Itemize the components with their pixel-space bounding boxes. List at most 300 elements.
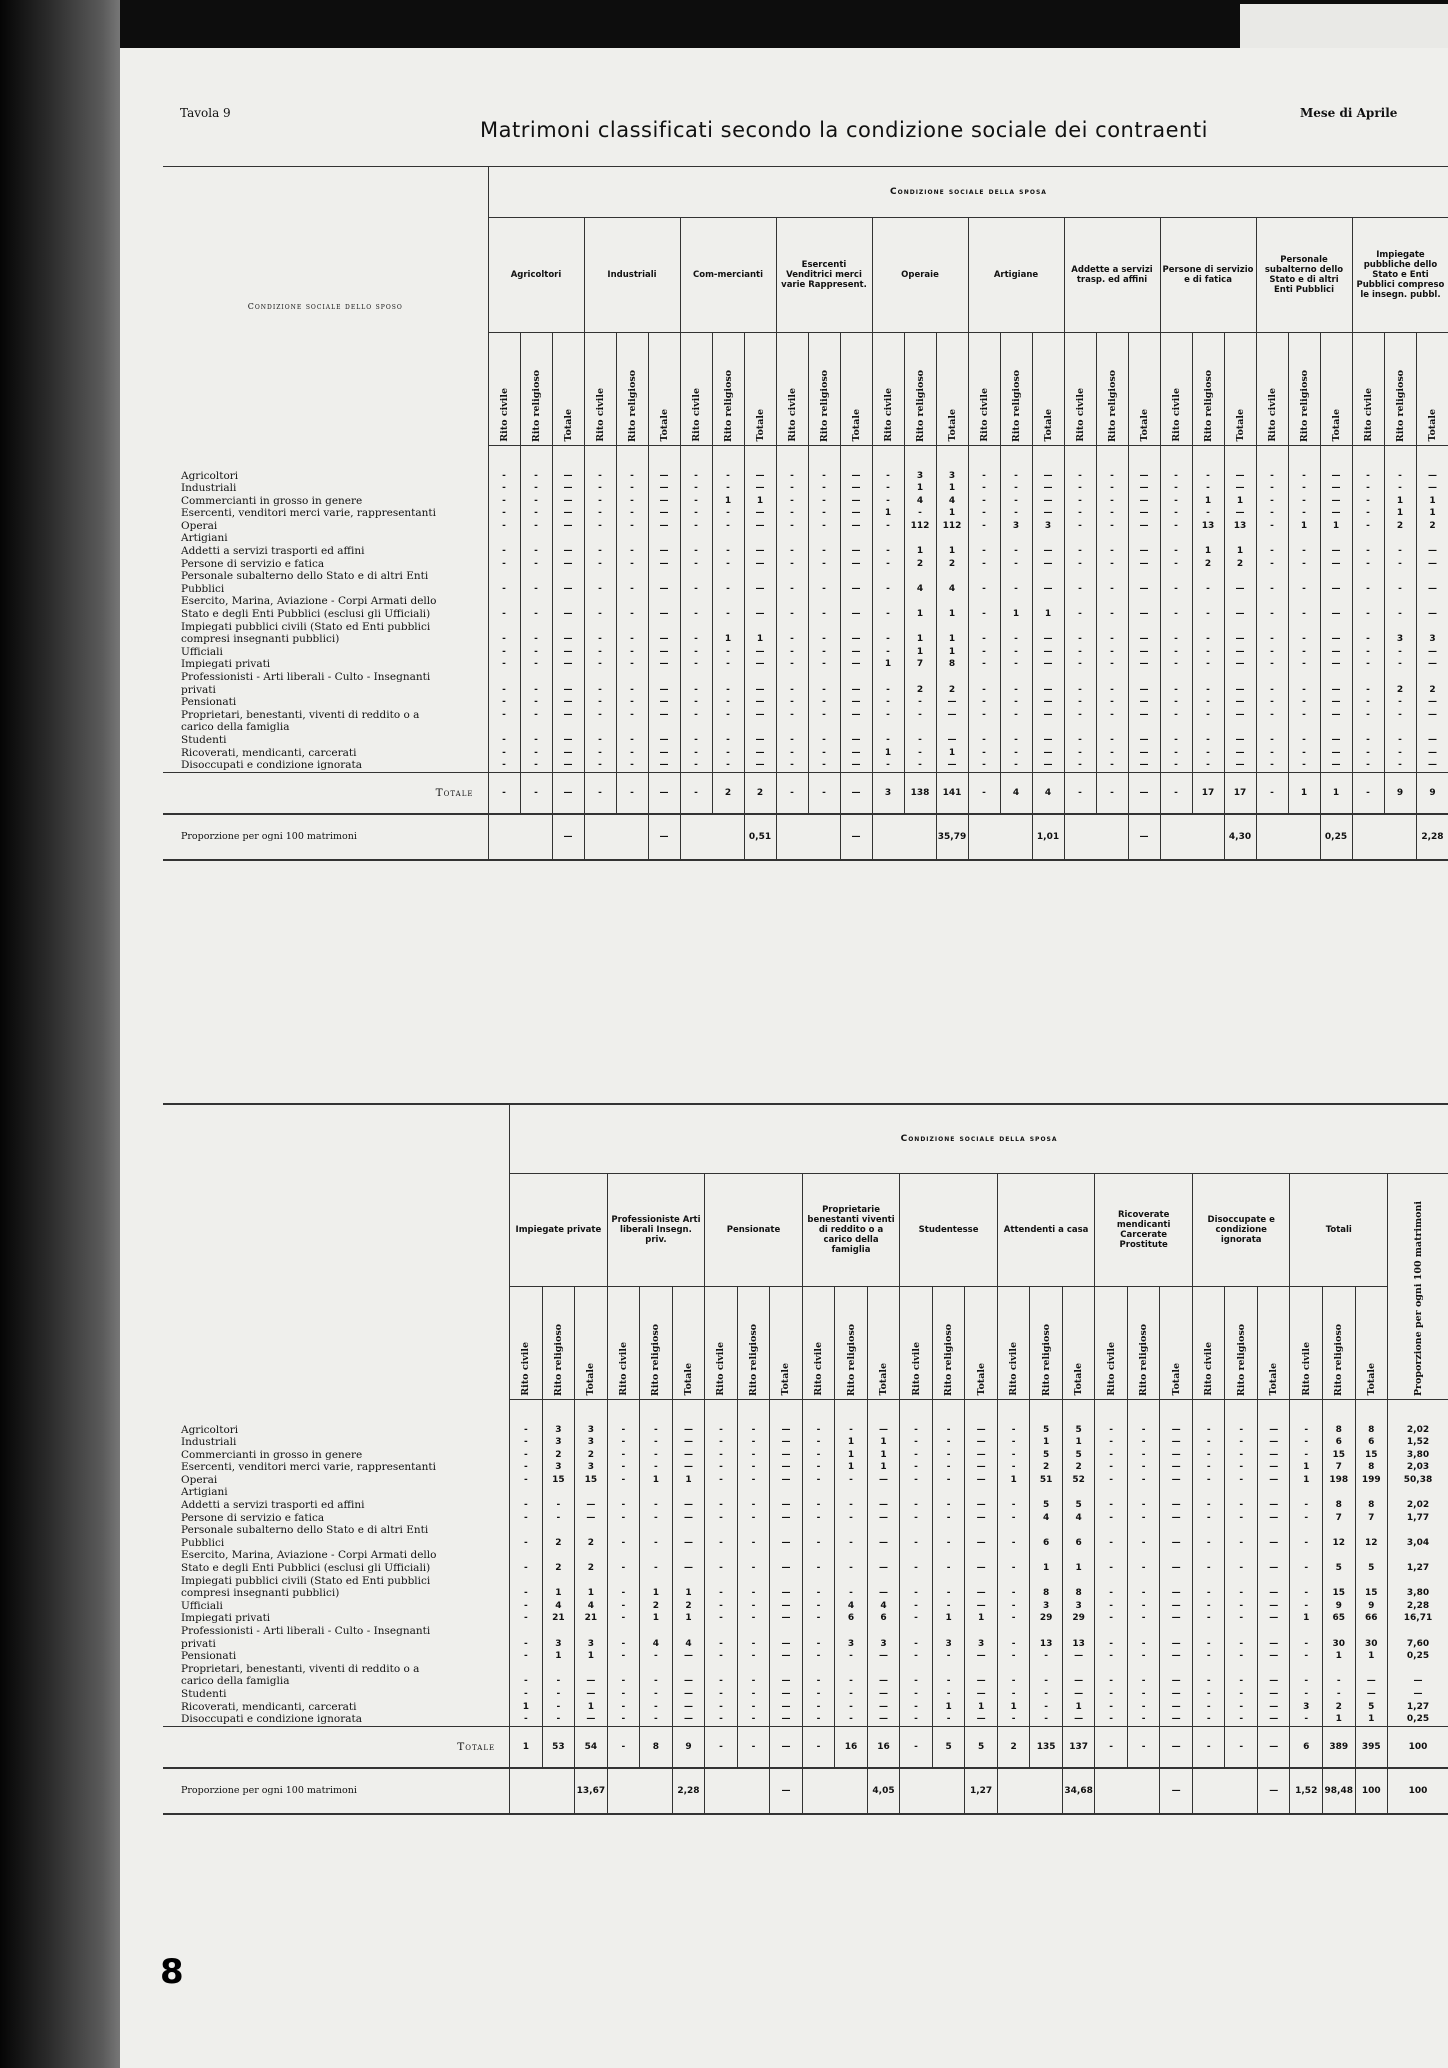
- cell: -: [1064, 658, 1096, 671]
- cell: -: [520, 658, 552, 671]
- cell: -: [520, 633, 552, 646]
- sub-column-label: Totale: [1138, 409, 1150, 442]
- cell: [1388, 1625, 1448, 1638]
- cell: -: [616, 709, 648, 722]
- cell: -: [616, 520, 648, 533]
- cell: -: [1225, 1424, 1258, 1437]
- cell: -: [616, 482, 648, 495]
- cell: [808, 621, 840, 634]
- cell: -: [616, 759, 648, 772]
- sub-column-label: Totale: [1073, 1363, 1085, 1396]
- cell: -: [616, 470, 648, 483]
- total-cell: -: [1064, 772, 1096, 814]
- cell: [607, 1575, 640, 1588]
- cell: -: [802, 1713, 835, 1726]
- cell: -: [1290, 1650, 1323, 1663]
- cell: 4: [640, 1638, 673, 1651]
- sub-column-header: [616, 333, 648, 446]
- cell: -: [705, 1562, 738, 1575]
- sub-column-label: Rito religioso: [1040, 1323, 1052, 1396]
- sub-column-label: Rito religioso: [818, 369, 830, 442]
- cell: 1: [867, 1449, 900, 1462]
- cell: [672, 1524, 705, 1537]
- proportion-cell: —: [840, 814, 872, 860]
- cell: —: [770, 1600, 803, 1613]
- sub-column-header: [1257, 1287, 1290, 1400]
- cell: [640, 1663, 673, 1676]
- cell: [520, 721, 552, 734]
- cell: -: [584, 558, 616, 571]
- cell: [1320, 621, 1352, 634]
- cell: 29: [1030, 1612, 1063, 1625]
- cell: -: [1290, 1638, 1323, 1651]
- cell: -: [872, 696, 904, 709]
- cell: [744, 595, 776, 608]
- sub-column-label: Rito civile: [1008, 1342, 1020, 1396]
- cell: [640, 1486, 673, 1499]
- row-label: Personale subalterno dello Stato e di altri Enti: [181, 570, 429, 583]
- row-label: Industriali: [181, 482, 237, 495]
- cell: -: [1160, 696, 1192, 709]
- cell: -: [1352, 633, 1384, 646]
- cell: -: [1127, 1701, 1160, 1714]
- cell: [616, 671, 648, 684]
- cell: [616, 570, 648, 583]
- cell: [616, 532, 648, 545]
- cell: -: [542, 1713, 575, 1726]
- cell: [744, 621, 776, 634]
- cell: —: [840, 734, 872, 747]
- cell: —: [1257, 1688, 1290, 1701]
- row-label: carico della famiglia: [181, 721, 290, 734]
- cell: —: [840, 558, 872, 571]
- table-row: [163, 583, 1448, 596]
- cell: -: [520, 520, 552, 533]
- cell: -: [705, 1600, 738, 1613]
- total-cell: 4: [1000, 772, 1032, 814]
- cell: 1: [936, 507, 968, 520]
- cell: -: [510, 1650, 543, 1663]
- cell: [648, 621, 680, 634]
- cell: —: [1160, 1688, 1193, 1701]
- cell: -: [737, 1449, 770, 1462]
- table-number: Tavola 9: [180, 106, 231, 120]
- cell: —: [1257, 1424, 1290, 1437]
- cell: -: [1030, 1701, 1063, 1714]
- cell: [488, 595, 520, 608]
- cell: —: [1032, 658, 1064, 671]
- cell: -: [1256, 520, 1288, 533]
- cell: 3: [575, 1436, 608, 1449]
- cell: -: [680, 520, 712, 533]
- table-row: [163, 1486, 1448, 1499]
- cell: [1384, 595, 1416, 608]
- cell: -: [1095, 1600, 1128, 1613]
- total-cell: 2: [744, 772, 776, 814]
- cell: —: [1128, 583, 1160, 596]
- total-cell: 9: [1384, 772, 1416, 814]
- cell: [1290, 1549, 1323, 1562]
- cell: [1384, 671, 1416, 684]
- cell: -: [1192, 1688, 1225, 1701]
- cell: [872, 621, 904, 634]
- cell: —: [1128, 507, 1160, 520]
- cell: -: [607, 1612, 640, 1625]
- cell: [616, 721, 648, 734]
- sub-column-header: [867, 1287, 900, 1400]
- cell: -: [1290, 1600, 1323, 1613]
- cell: [1352, 595, 1384, 608]
- cell: 3,80: [1388, 1587, 1448, 1600]
- row-label: Impiegati pubblici civili (Stato ed Enti pubblici: [181, 620, 431, 633]
- cell: 1: [904, 482, 936, 495]
- cell: -: [1288, 495, 1320, 508]
- total-cell: -: [1127, 1726, 1160, 1768]
- cell: [965, 1625, 998, 1638]
- cell: —: [552, 520, 584, 533]
- cell: 15: [1323, 1449, 1356, 1462]
- cell: -: [1095, 1650, 1128, 1663]
- cell: [607, 1663, 640, 1676]
- cell: -: [1384, 583, 1416, 596]
- cell: [616, 621, 648, 634]
- cell: [1352, 621, 1384, 634]
- cell: -: [808, 507, 840, 520]
- sub-column-header: [712, 333, 744, 446]
- cell: -: [1225, 1638, 1258, 1651]
- cell: -: [510, 1474, 543, 1487]
- cell: [488, 621, 520, 634]
- cell: -: [932, 1537, 965, 1550]
- cell: —: [770, 1436, 803, 1449]
- cell: —: [1224, 734, 1256, 747]
- cell: -: [968, 608, 1000, 621]
- cell: —: [1388, 1688, 1448, 1701]
- cell: -: [1288, 558, 1320, 571]
- cell: [770, 1549, 803, 1562]
- cell: —: [1224, 658, 1256, 671]
- cell: -: [1160, 470, 1192, 483]
- cell: -: [835, 1675, 868, 1688]
- cell: [1416, 532, 1448, 545]
- proportion-cell: 1,27: [965, 1768, 998, 1814]
- cell: —: [936, 734, 968, 747]
- cell: -: [872, 583, 904, 596]
- cell: -: [607, 1424, 640, 1437]
- cell: -: [808, 470, 840, 483]
- cell: -: [802, 1688, 835, 1701]
- total-cell: -: [1256, 772, 1288, 814]
- cell: —: [1128, 545, 1160, 558]
- cell: —: [1224, 608, 1256, 621]
- sub-column-label: Rito civile: [690, 388, 702, 442]
- cell: -: [776, 470, 808, 483]
- cell: -: [904, 759, 936, 772]
- cell: -: [997, 1612, 1030, 1625]
- cell: 2: [1416, 684, 1448, 697]
- cell: [1320, 671, 1352, 684]
- cell: [932, 1575, 965, 1588]
- cell: [1192, 1524, 1225, 1537]
- table-row: [163, 1612, 1448, 1625]
- cell: —: [1416, 696, 1448, 709]
- cell: 5: [1062, 1449, 1095, 1462]
- total-row: [163, 1726, 1448, 1768]
- column-group-2: Industriali: [584, 218, 680, 333]
- cell: -: [1384, 734, 1416, 747]
- cell: —: [1160, 1713, 1193, 1726]
- cell: -: [1352, 583, 1384, 596]
- cell: [1288, 621, 1320, 634]
- cell: [1225, 1625, 1258, 1638]
- cell: 2: [575, 1537, 608, 1550]
- cell: -: [510, 1512, 543, 1525]
- cell: —: [672, 1688, 705, 1701]
- cell: -: [640, 1713, 673, 1726]
- cell: 15: [575, 1474, 608, 1487]
- cell: [1192, 595, 1224, 608]
- cell: -: [520, 545, 552, 558]
- cell: 8: [1062, 1587, 1095, 1600]
- cell: [1160, 1575, 1193, 1588]
- cell: —: [1032, 545, 1064, 558]
- cell: -: [616, 747, 648, 760]
- cell: -: [1384, 747, 1416, 760]
- cell: [1257, 1524, 1290, 1537]
- cell: -: [808, 696, 840, 709]
- cell: -: [1256, 696, 1288, 709]
- sub-column-label: Rito civile: [617, 1342, 629, 1396]
- cell: -: [997, 1562, 1030, 1575]
- cell: -: [808, 633, 840, 646]
- cell: —: [867, 1499, 900, 1512]
- cell: -: [616, 658, 648, 671]
- cell: -: [1256, 646, 1288, 659]
- cell: 8: [936, 658, 968, 671]
- cell: 1: [1290, 1474, 1323, 1487]
- page-number: 8: [160, 1952, 184, 1992]
- cell: 3: [1290, 1701, 1323, 1714]
- cell: [640, 1575, 673, 1588]
- total-cell: -: [1160, 772, 1192, 814]
- cell: —: [1416, 658, 1448, 671]
- cell: -: [607, 1600, 640, 1613]
- total-cell: -: [607, 1726, 640, 1768]
- cell: [575, 1663, 608, 1676]
- cell: [1096, 595, 1128, 608]
- cell: 2: [904, 558, 936, 571]
- cell: -: [737, 1587, 770, 1600]
- cell: -: [1064, 646, 1096, 659]
- cell: -: [808, 684, 840, 697]
- cell: [1000, 671, 1032, 684]
- sub-column-label: Rito civile: [1203, 1342, 1215, 1396]
- cell: -: [1127, 1612, 1160, 1625]
- cell: -: [680, 709, 712, 722]
- cell: -: [712, 482, 744, 495]
- cell: -: [542, 1701, 575, 1714]
- total-cell: -: [1095, 1726, 1128, 1768]
- cell: -: [968, 633, 1000, 646]
- cell: -: [1192, 482, 1224, 495]
- sub-column-header: [936, 333, 968, 446]
- cell: -: [808, 734, 840, 747]
- cell: [1192, 570, 1224, 583]
- cell: [1062, 1625, 1095, 1638]
- cell: 6: [835, 1612, 868, 1625]
- cell: -: [640, 1461, 673, 1474]
- cell: -: [1096, 482, 1128, 495]
- cell: -: [607, 1701, 640, 1714]
- total-cell: -: [900, 1726, 933, 1768]
- cell: —: [1416, 608, 1448, 621]
- cell: 1: [672, 1587, 705, 1600]
- cell: -: [584, 495, 616, 508]
- sub-column-label: Rito civile: [910, 1342, 922, 1396]
- cell: [1256, 621, 1288, 634]
- cell: 1: [936, 747, 968, 760]
- cell: —: [1032, 759, 1064, 772]
- cell: 1: [1355, 1650, 1388, 1663]
- cell: —: [840, 747, 872, 760]
- cell: -: [808, 759, 840, 772]
- row-label: privati: [181, 683, 216, 696]
- cell: [575, 1625, 608, 1638]
- proportion-cell: 100: [1388, 1768, 1448, 1814]
- cell: —: [1320, 747, 1352, 760]
- cell: [1355, 1486, 1388, 1499]
- total-cell: 17: [1224, 772, 1256, 814]
- page-title: Matrimoni classificati secondo la condizione sociale dei contraenti: [480, 118, 1208, 142]
- cell: [1416, 621, 1448, 634]
- cell: -: [1225, 1688, 1258, 1701]
- cell: -: [932, 1562, 965, 1575]
- cell: -: [1000, 583, 1032, 596]
- cell: -: [776, 747, 808, 760]
- cell: [1064, 721, 1096, 734]
- cell: -: [808, 520, 840, 533]
- cell: —: [965, 1449, 998, 1462]
- cell: [542, 1575, 575, 1588]
- cell: [802, 1486, 835, 1499]
- cell: —: [1320, 470, 1352, 483]
- cell: -: [488, 747, 520, 760]
- sub-column-header: [1000, 333, 1032, 446]
- cell: 1: [1032, 608, 1064, 621]
- cell: —: [648, 583, 680, 596]
- cell: -: [1127, 1461, 1160, 1474]
- row-label: Operai: [181, 1473, 218, 1486]
- cell: [1127, 1486, 1160, 1499]
- row-label: Industriali: [181, 1436, 237, 1449]
- cell: 21: [542, 1612, 575, 1625]
- cell: 5: [1062, 1499, 1095, 1512]
- row-label: Personale subalterno dello Stato e di altri Enti: [181, 1524, 429, 1537]
- total-cell: 9: [672, 1726, 705, 1768]
- cell: -: [737, 1537, 770, 1550]
- cell: -: [1192, 734, 1224, 747]
- cell: -: [1064, 520, 1096, 533]
- cell: [1384, 532, 1416, 545]
- cell: —: [867, 1688, 900, 1701]
- cell: -: [997, 1600, 1030, 1613]
- sub-column-label: Rito religioso: [943, 1323, 955, 1396]
- cell: -: [488, 658, 520, 671]
- cell: [1224, 621, 1256, 634]
- cell: -: [1000, 759, 1032, 772]
- cell: -: [776, 709, 808, 722]
- cell: 1: [575, 1650, 608, 1663]
- total-cell: —: [840, 772, 872, 814]
- cell: —: [1416, 747, 1448, 760]
- cell: -: [584, 545, 616, 558]
- cell: -: [488, 633, 520, 646]
- cell: -: [776, 608, 808, 621]
- cell: —: [1224, 759, 1256, 772]
- cell: -: [808, 482, 840, 495]
- proportion-cell: 4,05: [867, 1768, 900, 1814]
- cell: -: [1290, 1424, 1323, 1437]
- table-row: [163, 1638, 1448, 1651]
- cell: [1192, 1486, 1225, 1499]
- cell: [1096, 570, 1128, 583]
- cell: —: [672, 1449, 705, 1462]
- cell: —: [1062, 1650, 1095, 1663]
- cell: -: [712, 759, 744, 772]
- cell: [776, 595, 808, 608]
- cell: -: [1352, 684, 1384, 697]
- cell: -: [1192, 633, 1224, 646]
- total-cell: 1: [1288, 772, 1320, 814]
- cell: [835, 1549, 868, 1562]
- cell: [705, 1663, 738, 1676]
- cell: 6: [1062, 1537, 1095, 1550]
- sub-column-header: [1064, 333, 1096, 446]
- cell: 3: [542, 1638, 575, 1651]
- cell: 13: [1224, 520, 1256, 533]
- cell: —: [840, 507, 872, 520]
- cell: [867, 1486, 900, 1499]
- cell: -: [680, 482, 712, 495]
- cell: 1: [872, 658, 904, 671]
- cell: -: [1256, 545, 1288, 558]
- sub-column-label: Rito civile: [1300, 1342, 1312, 1396]
- cell: -: [997, 1512, 1030, 1525]
- cell: -: [1352, 696, 1384, 709]
- cell: [1160, 532, 1192, 545]
- cell: -: [900, 1675, 933, 1688]
- cell: —: [1160, 1587, 1193, 1600]
- sub-column-header: [1192, 1287, 1225, 1400]
- total-cell: -: [488, 772, 520, 814]
- cell: —: [1257, 1650, 1290, 1663]
- cell: -: [607, 1562, 640, 1575]
- sub-column-label: Totale: [1042, 409, 1054, 442]
- cell: 5: [1355, 1562, 1388, 1575]
- total-cell: -: [680, 772, 712, 814]
- cell: [705, 1486, 738, 1499]
- total-cell: 100: [1388, 1726, 1448, 1768]
- cell: [932, 1524, 965, 1537]
- sub-column-label: Rito religioso: [530, 369, 542, 442]
- cell: -: [1000, 696, 1032, 709]
- cell: —: [552, 583, 584, 596]
- row-header-blank: [163, 1104, 510, 1400]
- cell: [584, 595, 616, 608]
- total-cell: -: [705, 1726, 738, 1768]
- sub-column-label: Totale: [1426, 409, 1438, 442]
- sub-column-header: [584, 333, 616, 446]
